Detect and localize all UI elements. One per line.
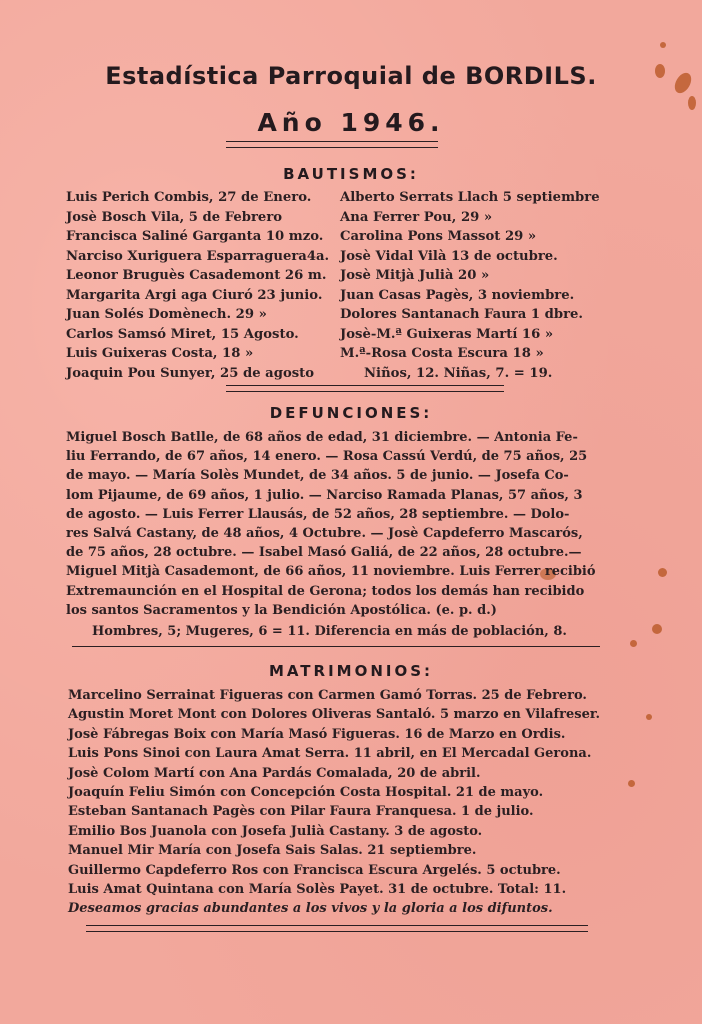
baptisms-divider — [226, 385, 504, 392]
list-item: Josè Fábregas Boix con María Masó Figueras. 16 de Marzo en Ordis. — [68, 726, 566, 742]
list-item: Alberto Serrats Llach 5 septiembre — [340, 190, 600, 205]
list-item: Guillermo Capdeferro Ros con Francisca Escura Argelés. 5 octubre. — [68, 862, 561, 878]
ink-stain — [628, 780, 635, 787]
baptisms-left-column — [66, 188, 336, 383]
list-item: Juan Solés Domènech. 29 » — [66, 307, 267, 322]
text-line: res Salvá Castany, de 48 años, 4 Octubre. — Josè Capdeferro Mascarós, — [66, 525, 583, 541]
text-line: Miguel Mitjà Casademont, de 66 años, 11 noviembre. Luis Ferrer recibió — [66, 564, 596, 580]
marriages-heading: MATRIMONIOS: — [268, 662, 434, 680]
text-line: liu Ferrando, de 67 años, 14 enero. — Rosa Cassú Verdú, de 75 años, 25 — [66, 449, 588, 465]
document-year: Año 1946. — [257, 108, 445, 137]
title-divider — [226, 141, 438, 148]
deaths-summary: Hombres, 5; Mugeres, 6 = 11. Diferencia en más de población, 8. — [92, 624, 567, 639]
list-item: Josè Vidal Vilà 13 de octubre. — [340, 248, 558, 264]
list-item: Dolores Santanach Faura 1 dbre. — [340, 307, 584, 322]
list-item: Joaquin Pou Sunyer, 25 de agosto — [66, 365, 315, 381]
baptisms-right-column — [340, 188, 610, 383]
list-item: Josè-M.ª Guixeras Martí 16 » — [340, 326, 554, 342]
list-item: Agustin Moret Mont con Dolores Oliveras Santaló. 5 marzo en Vilafreser. — [68, 707, 601, 723]
text-line: los santos Sacramentos y la Bendición Apostólica. (e. p. d.) — [66, 602, 497, 618]
closing-divider — [86, 925, 588, 932]
list-item: Marcelino Serrainat Figueras con Carmen Gamó Torras. 25 de Febrero. — [68, 688, 587, 703]
list-item: Ana Ferrer Pou, 29 » — [340, 209, 493, 225]
text-line: de agosto. — Luis Ferrer Llausás, de 52 años, 28 septiembre. — Dolo- — [66, 506, 570, 522]
ink-stain — [646, 714, 652, 720]
text-line: Extremaunción en el Hospital de Gerona; todos los demás han recibido — [66, 583, 585, 599]
baptisms-heading: BAUTISMOS: — [283, 165, 419, 183]
ink-stain — [630, 640, 637, 647]
list-item: Juan Casas Pagès, 3 noviembre. — [340, 287, 575, 303]
deaths-heading: DEFUNCIONES: — [269, 404, 433, 422]
list-item: Esteban Santanach Pagès con Pilar Faura Franquesa. 1 de julio. — [68, 804, 534, 820]
ink-stain — [658, 568, 667, 577]
list-item: Josè Bosch Vila, 5 de Febrero — [66, 209, 283, 225]
list-item: Margarita Argi aga Ciuró 23 junio. — [66, 287, 323, 303]
document-title: Estadística Parroquial de BORDILS. — [105, 62, 597, 90]
text-line: de mayo. — María Solès Mundet, de 34 años. 5 de junio. — Josefa Co- — [66, 468, 569, 484]
deaths-paragraph — [66, 428, 606, 620]
list-item: Luis Perich Combis, 27 de Enero. — [66, 190, 312, 205]
list-item: Luis Pons Sinoi con Laura Amat Serra. 11 abril, en El Mercadal Gerona. — [68, 746, 592, 762]
list-item: M.ª-Rosa Costa Escura 18 » — [340, 346, 544, 361]
ink-stain — [660, 42, 666, 48]
marriages-list — [68, 686, 628, 919]
list-item: Carolina Pons Massot 29 » — [340, 229, 537, 244]
list-item: Luis Amat Quintana con María Solès Payet. 31 de octubre. Total: 11. — [68, 881, 567, 897]
text-line: lom Pijaume, de 69 años, 1 julio. — Narciso Ramada Planas, 57 años, 3 — [66, 487, 583, 503]
list-item: Josè Colom Martí con Ana Pardás Comalada, 20 de abril. — [68, 765, 481, 781]
deaths-divider — [72, 646, 600, 647]
list-item: Josè Mitjà Julià 20 » — [340, 268, 490, 283]
list-item: Francisca Saliné Garganta 10 mzo. — [66, 229, 324, 244]
ink-stain — [652, 624, 662, 634]
list-item: Joaquín Feliu Simón con Concepción Costa Hospital. 21 de mayo. — [68, 784, 544, 800]
list-item: Emilio Bos Juanola con Josefa Julià Castany. 3 de agosto. — [68, 823, 483, 839]
list-item: Narciso Xuriguera Esparraguera4a. — [66, 248, 330, 264]
list-item: Leonor Bruguès Casademont 26 m. — [66, 268, 327, 283]
list-item: Carlos Samsó Miret, 15 Agosto. — [66, 326, 299, 342]
list-item: Luis Guixeras Costa, 18 » — [66, 346, 254, 361]
text-line: Miguel Bosch Batlle, de 68 años de edad, 31 diciembre. — Antonia Fe- — [66, 430, 578, 445]
text-line: de 75 años, 28 octubre. — Isabel Masó Galiá, de 22 años, 28 octubre.— — [66, 545, 582, 561]
closing-blessing: Deseamos gracias abundantes a los vivos y la gloria a los difuntos. — [68, 901, 553, 917]
baptisms-total: Niños, 12. Niñas, 7. = 19. — [364, 365, 553, 381]
list-item: Manuel Mir María con Josefa Sais Salas. 21 septiembre. — [68, 843, 477, 859]
